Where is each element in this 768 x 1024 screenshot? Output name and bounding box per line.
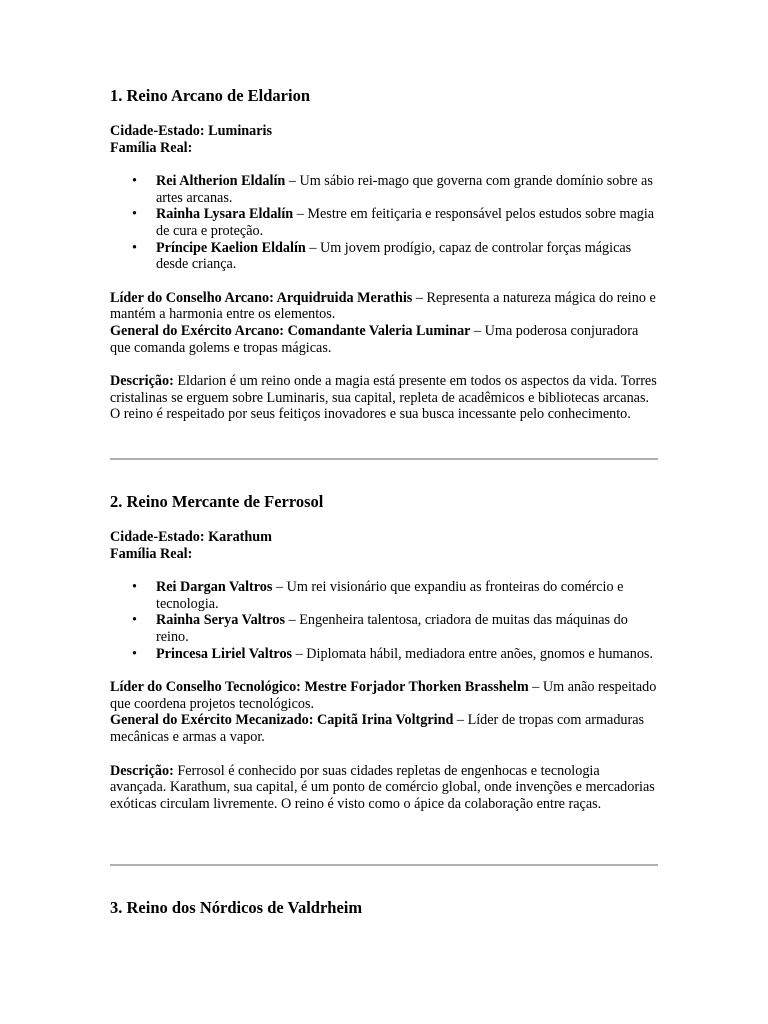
council-leader-paragraph xyxy=(110,290,658,323)
description-paragraph xyxy=(110,763,658,813)
description-label: Descrição: xyxy=(110,373,174,390)
royal-family-list xyxy=(110,579,658,662)
description-paragraph xyxy=(110,373,658,423)
section-title: 2. Reino Mercante de Ferrosol xyxy=(110,492,324,511)
bullet-icon: • xyxy=(132,206,137,223)
council-leader-text: – Representa a natureza mágica do reino e mantém a harmonia entre os elementos. xyxy=(110,289,656,323)
council-leader-paragraph xyxy=(110,679,658,712)
kingdom-section-1 xyxy=(110,86,658,423)
member-description: – Engenheira talentosa, criadora de muitas das máquinas do reino. xyxy=(156,612,628,645)
general-text: – Líder de tropas com armaduras mecânicas e armas a vapor. xyxy=(110,712,645,745)
section-divider xyxy=(110,458,658,460)
member-name: Rainha Lysara Eldalín xyxy=(156,206,294,223)
royal-family-list xyxy=(110,173,658,273)
list-item xyxy=(110,612,658,645)
council-leader-label: Líder do Conselho Arcano: Arquidruida Merathis xyxy=(110,289,413,306)
section-divider xyxy=(110,864,658,866)
description-label: Descrição: xyxy=(110,762,174,779)
member-name: Rainha Serya Valtros xyxy=(156,612,286,629)
member-name: Princesa Liriel Valtros xyxy=(156,645,293,662)
general-label: General do Exército Arcano: Comandante Valeria Luminar xyxy=(110,322,471,339)
member-description: – Um jovem prodígio, capaz de controlar forças mágicas desde criança. xyxy=(156,239,632,273)
city-state-label: Cidade-Estado: Karathum xyxy=(110,529,272,545)
description-text: Ferrosol é conhecido por suas cidades repletas de engenhocas e tecnologia avançada. Karathum, sua capital, é um ponto de comércio global, onde invenções e mercadorias exóticas circulam livremente. O reino é visto como o ápice da colaboração entre raças. xyxy=(110,762,655,812)
bullet-icon: • xyxy=(132,579,137,596)
member-description: – Um rei visionário que expandiu as fronteiras do comércio e tecnologia. xyxy=(156,579,624,612)
kingdom-section-2 xyxy=(110,492,658,812)
description-text: Eldarion é um reino onde a magia está presente em todos os aspectos da vida. Torres cristalinas se erguem sobre Luminaris, sua capital, repleta de acadêmicos e bibliotecas arcanas. O reino é respeitado por seus feitiços inovadores e sua busca incessante pelo conhecimento. xyxy=(110,373,657,423)
bullet-icon: • xyxy=(132,239,137,256)
list-item xyxy=(110,646,658,663)
general-paragraph xyxy=(110,323,658,356)
list-item xyxy=(110,206,658,239)
section-title: 1. Reino Arcano de Eldarion xyxy=(110,86,311,105)
member-name: Rei Dargan Valtros xyxy=(156,579,273,596)
member-name: Príncipe Kaelion Eldalín xyxy=(156,239,306,256)
city-state-label: Cidade-Estado: Luminaris xyxy=(110,123,272,139)
council-leader-text: – Um anão respeitado que coordena projetos tecnológicos. xyxy=(110,679,657,712)
member-name: Rei Altherion Eldalín xyxy=(156,173,286,190)
kingdom-section-3 xyxy=(110,898,658,918)
list-item xyxy=(110,579,658,612)
royal-family-label: Família Real: xyxy=(110,139,193,156)
general-text: – Uma poderosa conjuradora que comanda golems e tropas mágicas. xyxy=(110,322,639,356)
member-description: – Diplomata hábil, mediadora entre anões, gnomos e humanos. xyxy=(292,645,653,662)
section-title: 3. Reino dos Nórdicos de Valdrheim xyxy=(110,898,363,917)
council-leader-label: Líder do Conselho Tecnológico: Mestre Forjador Thorken Brasshelm xyxy=(110,679,529,696)
list-item xyxy=(110,240,658,273)
bullet-icon: • xyxy=(132,173,137,190)
bullet-icon: • xyxy=(132,612,137,629)
bullet-icon: • xyxy=(132,645,137,662)
general-label: General do Exército Mecanizado: Capitã Irina Voltgrind xyxy=(110,712,454,729)
member-description: – Um sábio rei-mago que governa com grande domínio sobre as artes arcanas. xyxy=(156,173,653,206)
royal-family-label: Família Real: xyxy=(110,545,193,562)
general-paragraph xyxy=(110,712,658,745)
list-item xyxy=(110,173,658,206)
member-description: – Mestre em feitiçaria e responsável pelos estudos sobre magia de cura e proteção. xyxy=(156,206,655,239)
